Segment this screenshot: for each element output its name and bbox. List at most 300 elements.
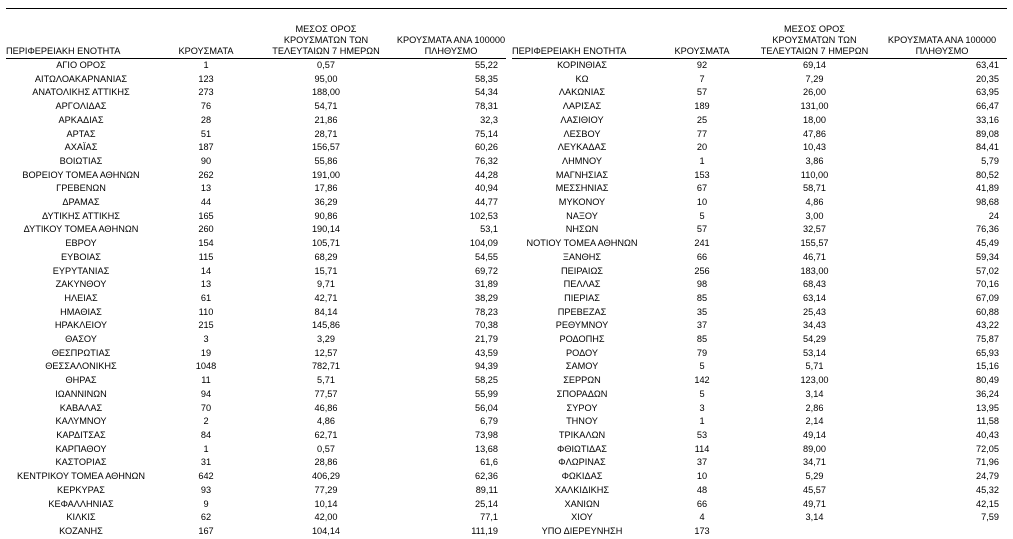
cell-per-100k: 55,99 [475, 388, 498, 399]
cell-cases: 61 [200, 292, 212, 303]
cell-per-100k: 31,89 [475, 279, 498, 290]
cell-per-100k: 80,52 [976, 169, 999, 180]
cell-avg-7days: 4,86 [805, 197, 824, 208]
cell-per-100k: 72,05 [976, 443, 999, 454]
cell-region: ΘΕΣΣΑΛΟΝΙΚΗΣ [45, 361, 117, 372]
cell-cases: 262 [198, 169, 214, 180]
table-row [6, 443, 506, 457]
cell-region: ΓΡΕΒΕΝΩΝ [56, 183, 106, 194]
cell-per-100k: 80,49 [976, 375, 999, 386]
table-row [6, 128, 506, 142]
cell-avg-7days: 63,14 [803, 292, 826, 303]
cell-region: ΔΥΤΙΚΗΣ ΑΤΤΙΚΗΣ [42, 210, 120, 221]
cell-cases: 642 [198, 471, 214, 482]
table-row [512, 415, 1007, 429]
cell-per-100k: 61,6 [480, 457, 498, 468]
cell-cases: 10 [696, 471, 708, 482]
cell-cases: 142 [694, 375, 710, 386]
cell-region: ΧΑΛΚΙΔΙΚΗΣ [554, 484, 610, 495]
cell-per-100k: 56,04 [475, 402, 498, 413]
cell-region: ΘΑΣΟΥ [65, 334, 97, 345]
cell-per-100k: 53,1 [480, 224, 498, 235]
cell-region: ΣΥΡΟΥ [566, 402, 598, 413]
cell-per-100k: 13,68 [475, 443, 498, 454]
cell-avg-7days: 105,71 [311, 238, 341, 249]
cell-per-100k: 98,68 [976, 197, 999, 208]
cell-per-100k: 43,22 [976, 320, 999, 331]
table-row [6, 484, 506, 498]
cell-cases: 189 [694, 101, 710, 112]
cell-cases: 19 [200, 347, 212, 358]
cell-region: ΑΓΙΟ ΟΡΟΣ [56, 60, 106, 70]
cell-per-100k: 76,36 [976, 224, 999, 235]
table-row [6, 306, 506, 320]
cell-region: ΙΩΑΝΝΙΝΩΝ [55, 388, 107, 399]
table-row [6, 429, 506, 443]
cell-per-100k: 33,16 [976, 114, 999, 125]
cell-per-100k: 60,88 [976, 306, 999, 317]
table-row [6, 360, 506, 374]
cell-cases: 9 [203, 498, 209, 509]
cell-avg-7days: 54,29 [803, 334, 826, 345]
cell-avg-7days: 12,57 [314, 347, 338, 358]
table-row [512, 498, 1007, 512]
cell-region: ΚΙΛΚΙΣ [66, 512, 96, 523]
cell-cases: 85 [696, 292, 708, 303]
cell-avg-7days: 3,14 [805, 388, 824, 399]
cell-cases: 37 [696, 457, 708, 468]
cell-region: ΞΑΝΘΗΣ [562, 251, 602, 262]
cell-cases: 37 [696, 320, 708, 331]
cell-region: ΣΑΜΟΥ [565, 361, 599, 372]
table-row [6, 525, 506, 539]
cell-cases: 5 [699, 388, 705, 399]
table-row [6, 415, 506, 429]
cell-cases: 173 [694, 525, 710, 536]
cell-region: ΚΟΡΙΝΘΙΑΣ [557, 60, 607, 70]
cell-avg-7days: 34,43 [803, 320, 826, 331]
cell-per-100k: 5,79 [981, 155, 999, 166]
cell-cases: 85 [696, 334, 708, 345]
table-row [512, 210, 1007, 224]
cell-region: ΜΑΓΝΗΣΙΑΣ [555, 169, 609, 180]
cell-per-100k: 71,96 [976, 457, 999, 468]
cell-per-100k: 11,58 [976, 416, 999, 427]
cell-avg-7days: 36,29 [314, 197, 338, 208]
cell-per-100k: 104,09 [469, 238, 498, 249]
cell-per-100k: 62,36 [475, 471, 498, 482]
col-header-rate [396, 16, 506, 59]
cell-per-100k: 73,98 [475, 429, 498, 440]
cell-region: ΕΒΡΟΥ [65, 238, 97, 249]
table-row [512, 511, 1007, 525]
cell-avg-7days: 25,43 [803, 306, 826, 317]
cell-region: ΦΛΩΡΙΝΑΣ [558, 457, 606, 468]
cell-avg-7days: 26,00 [803, 87, 826, 98]
cell-cases: 51 [200, 128, 212, 139]
cell-cases: 93 [200, 484, 212, 495]
left-table-body [6, 59, 506, 539]
cell-avg-7days: 156,57 [311, 142, 341, 153]
cell-cases: 20 [696, 142, 708, 153]
cell-cases: 79 [696, 347, 708, 358]
table-row [512, 155, 1007, 169]
cell-region: ΠΙΕΡΙΑΣ [564, 292, 600, 303]
table-row [512, 100, 1007, 114]
table-row [6, 333, 506, 347]
cell-per-100k: 75,14 [475, 128, 498, 139]
cell-cases: 70 [200, 402, 212, 413]
table-row [6, 155, 506, 169]
cell-region: ΚΑΛΥΜΝΟΥ [55, 416, 107, 427]
cell-cases: 115 [198, 251, 214, 262]
cell-region: ΖΑΚΥΝΘΟΥ [55, 279, 107, 290]
cell-avg-7days: 188,00 [311, 87, 341, 98]
cell-region: ΣΕΡΡΩΝ [563, 375, 601, 386]
cell-per-100k: 84,41 [976, 142, 999, 153]
cell-avg-7days: 10,43 [803, 142, 826, 153]
cell-avg-7days: 34,71 [803, 457, 826, 468]
table-row [6, 402, 506, 416]
cell-region: ΚΟΖΑΝΗΣ [59, 525, 103, 536]
table-row [6, 73, 506, 87]
cell-avg-7days: 0,57 [317, 60, 335, 70]
cell-avg-7days: 155,57 [800, 238, 829, 249]
table-row [512, 223, 1007, 237]
table-row [6, 59, 506, 73]
cell-region: ΕΥΡΥΤΑΝΙΑΣ [52, 265, 110, 276]
table-row [6, 388, 506, 402]
cell-cases: 77 [696, 128, 708, 139]
top-rule [6, 8, 1007, 9]
cell-cases: 153 [694, 169, 710, 180]
cell-region: ΚΩ [575, 73, 589, 84]
cell-region: ΘΕΣΠΡΩΤΙΑΣ [51, 347, 111, 358]
cell-per-100k: 44,77 [475, 197, 498, 208]
cell-cases: 1 [699, 416, 705, 427]
cases-table-left [6, 16, 506, 539]
cell-region: ΛΕΣΒΟΥ [563, 128, 601, 139]
cell-avg-7days: 47,86 [803, 128, 826, 139]
cell-per-100k: 60,26 [475, 142, 498, 153]
col-header-rate-line1: ΚΡΟΥΣΜΑΤΑ ΑΝΑ 100000 [887, 35, 997, 45]
table-row [512, 374, 1007, 388]
cell-cases: 76 [200, 101, 212, 112]
cell-per-100k: 36,24 [976, 388, 999, 399]
cell-per-100k: 25,14 [475, 498, 498, 509]
cell-avg-7days: 104,14 [311, 525, 341, 536]
table-row [6, 196, 506, 210]
cell-avg-7days: 32,57 [803, 224, 826, 235]
cell-region: ΑΡΚΑΔΙΑΣ [58, 114, 104, 125]
right-table-body [512, 59, 1007, 539]
cell-avg-7days: 53,14 [803, 347, 826, 358]
table-row [6, 210, 506, 224]
header-row [6, 16, 506, 59]
cell-cases: 3 [699, 402, 705, 413]
table-row [512, 443, 1007, 457]
cell-per-100k: 41,89 [976, 183, 999, 194]
col-header-avg [256, 16, 396, 59]
cell-avg-7days: 68,43 [803, 279, 826, 290]
cell-avg-7days: 58,71 [803, 183, 826, 194]
col-header-avg-line3: ΤΕΛΕΥΤΑΙΩΝ 7 ΗΜΕΡΩΝ [272, 46, 380, 56]
cell-avg-7days: 42,00 [314, 512, 338, 523]
col-header-rate-line2: ΠΛΗΘΥΣΜΟ [424, 46, 478, 56]
cell-per-100k: 40,94 [475, 183, 498, 194]
cell-per-100k: 77,1 [480, 512, 498, 523]
cell-region: ΔΥΤΙΚΟΥ ΤΟΜΕΑ ΑΘΗΝΩΝ [23, 224, 139, 235]
cell-region: ΗΡΑΚΛΕΙΟΥ [54, 320, 108, 331]
cell-avg-7days: 95,00 [314, 73, 338, 84]
cell-region: ΥΠΟ ΔΙΕΡΕΥΝΗΣΗ [541, 525, 623, 536]
cell-avg-7days: 190,14 [311, 224, 341, 235]
cell-cases: 94 [200, 388, 212, 399]
cell-per-100k: 75,87 [976, 334, 999, 345]
cell-avg-7days: 49,14 [803, 429, 826, 440]
header-row [512, 16, 1007, 59]
cell-region: ΚΑΒΑΛΑΣ [59, 402, 103, 413]
table-row [6, 182, 506, 196]
table-row [512, 429, 1007, 443]
cell-region: ΜΥΚΟΝΟΥ [558, 197, 606, 208]
cell-per-100k: 32,3 [480, 114, 498, 125]
cell-region: ΝΟΤΙΟΥ ΤΟΜΕΑ ΑΘΗΝΩΝ [526, 238, 638, 249]
table-row [6, 86, 506, 100]
cell-per-100k: 69,72 [475, 265, 498, 276]
col-header-rate [877, 16, 1007, 59]
cell-avg-7days: 17,86 [314, 183, 338, 194]
cell-per-100k: 20,35 [976, 73, 999, 84]
cell-cases: 10 [696, 197, 708, 208]
table-row [512, 169, 1007, 183]
col-header-avg-line1: ΜΕΣΟΣ ΟΡΟΣ [295, 24, 357, 34]
cell-region: ΗΛΕΙΑΣ [64, 292, 98, 303]
cell-cases: 92 [696, 60, 708, 70]
cell-avg-7days: 89,00 [803, 443, 826, 454]
col-header-avg [752, 16, 877, 59]
cell-region: ΤΡΙΚΑΛΩΝ [558, 429, 606, 440]
cell-avg-7days: 123,00 [800, 375, 829, 386]
cell-region: ΚΕΦΑΛΛΗΝΙΑΣ [48, 498, 114, 509]
cell-per-100k: 63,41 [976, 60, 999, 70]
cell-avg-7days: 5,29 [805, 471, 824, 482]
cell-per-100k: 70,16 [976, 279, 999, 290]
cell-region: ΚΑΣΤΟΡΙΑΣ [55, 457, 107, 468]
table-row [512, 347, 1007, 361]
cell-avg-7days: 183,00 [800, 265, 829, 276]
table-row [512, 278, 1007, 292]
cell-region: ΑΝΑΤΟΛΙΚΗΣ ΑΤΤΙΚΗΣ [32, 87, 130, 98]
cell-region: ΒΟΡΕΙΟΥ ΤΟΜΕΑ ΑΘΗΝΩΝ [22, 169, 140, 180]
table-row [512, 456, 1007, 470]
cell-per-100k: 55,22 [475, 60, 498, 70]
cell-region: ΚΑΡΔΙΤΣΑΣ [56, 429, 106, 440]
cell-avg-7days: 77,29 [314, 484, 338, 495]
cell-per-100k: 13,95 [976, 402, 999, 413]
table-row [512, 402, 1007, 416]
cell-region: ΛΕΥΚΑΔΑΣ [557, 142, 607, 153]
cell-cases: 154 [198, 238, 214, 249]
cell-cases: 53 [696, 429, 708, 440]
cell-per-100k: 43,59 [475, 347, 498, 358]
cell-avg-7days: 42,71 [314, 292, 338, 303]
cell-per-100k: 45,32 [976, 484, 999, 495]
cell-avg-7days: 49,71 [803, 498, 826, 509]
cell-cases: 11 [201, 375, 211, 386]
cell-per-100k: 67,09 [976, 292, 999, 303]
cell-avg-7days: 77,57 [314, 388, 338, 399]
cell-region: ΘΗΡΑΣ [65, 375, 97, 386]
cell-cases: 35 [696, 306, 708, 317]
cell-cases: 256 [694, 265, 710, 276]
cell-per-100k: 45,49 [976, 238, 999, 249]
cell-region: ΦΩΚΙΔΑΣ [561, 471, 603, 482]
cell-region: ΒΟΙΩΤΙΑΣ [59, 155, 103, 166]
cell-per-100k: 6,79 [480, 416, 498, 427]
cell-region: ΑΧΑΪΑΣ [64, 142, 98, 153]
col-header-cases-label: ΚΡΟΥΣΜΑΤΑ [178, 46, 234, 56]
cell-per-100k: 15,16 [976, 361, 999, 372]
table-row [6, 347, 506, 361]
cell-cases: 2 [203, 416, 209, 427]
col-header-avg-line3: ΤΕΛΕΥΤΑΙΩΝ 7 ΗΜΕΡΩΝ [760, 46, 869, 56]
cell-cases: 273 [198, 87, 214, 98]
cell-cases: 1 [203, 443, 209, 454]
table-row [6, 237, 506, 251]
cell-cases: 13 [200, 183, 212, 194]
cell-avg-7days: 7,29 [805, 73, 824, 84]
cell-avg-7days: 21,86 [314, 114, 338, 125]
cell-region: ΠΡΕΒΕΖΑΣ [557, 306, 607, 317]
table-row [512, 196, 1007, 210]
cell-cases: 28 [200, 114, 212, 125]
cell-cases: 62 [200, 512, 212, 523]
cell-region: ΑΙΤΩΛΟΑΚΑΡΝΑΝΙΑΣ [34, 73, 128, 84]
col-header-avg-line1: ΜΕΣΟΣ ΟΡΟΣ [784, 24, 845, 34]
cell-cases: 260 [198, 224, 214, 235]
table-row [512, 388, 1007, 402]
cell-cases: 7 [699, 73, 705, 84]
table-row [512, 182, 1007, 196]
table-row [512, 470, 1007, 484]
cell-avg-7days: 3,29 [317, 334, 335, 345]
cell-avg-7days: 45,57 [803, 484, 826, 495]
cell-cases: 1048 [195, 361, 217, 372]
cell-cases: 4 [699, 512, 705, 523]
cell-avg-7days: 5,71 [317, 375, 335, 386]
cell-avg-7days: 4,86 [317, 416, 335, 427]
cell-per-100k: 89,08 [976, 128, 999, 139]
cell-per-100k: 89,11 [475, 484, 498, 495]
cell-cases: 114 [694, 443, 710, 454]
col-header-cases-label: ΚΡΟΥΣΜΑΤΑ [674, 46, 730, 56]
table-row [6, 470, 506, 484]
table-row [512, 86, 1007, 100]
col-header-region [512, 16, 652, 59]
cell-cases: 3 [203, 334, 209, 345]
cell-avg-7days [752, 525, 877, 539]
cell-region: ΜΕΣΣΗΝΙΑΣ [555, 183, 609, 194]
cases-table-right [512, 16, 1007, 539]
cell-avg-7days: 9,71 [317, 279, 335, 290]
table-row [512, 265, 1007, 279]
cell-region: ΛΑΣΙΘΙΟΥ [560, 114, 604, 125]
table-row [512, 333, 1007, 347]
cell-avg-7days: 0,57 [317, 443, 335, 454]
cell-region: ΡΕΘΥΜΝΟΥ [555, 320, 609, 331]
cell-region: ΦΘΙΩΤΙΔΑΣ [556, 443, 607, 454]
cell-per-100k: 70,38 [475, 320, 498, 331]
right-table-container [512, 16, 1007, 539]
cell-region: ΤΗΝΟΥ [566, 416, 598, 427]
cell-region: ΠΕΙΡΑΙΩΣ [561, 265, 603, 276]
table-row [512, 484, 1007, 498]
table-row [512, 114, 1007, 128]
table-row [6, 456, 506, 470]
cell-per-100k: 54,55 [475, 251, 498, 262]
table-row [6, 292, 506, 306]
cell-per-100k: 78,31 [475, 101, 498, 112]
table-row [6, 169, 506, 183]
cell-region: ΡΟΔΟΠΗΣ [559, 334, 605, 345]
cell-region: ΛΑΡΙΣΑΣ [562, 101, 602, 112]
col-header-region-label: ΠΕΡΙΦΕΡΕΙΑΚΗ ΕΝΟΤΗΤΑ [6, 46, 121, 56]
cell-region: ΧΙΟΥ [571, 512, 593, 523]
table-row [512, 292, 1007, 306]
table-row [512, 128, 1007, 142]
cell-avg-7days: 28,86 [314, 457, 338, 468]
table-row [512, 360, 1007, 374]
table-row [6, 374, 506, 388]
cell-avg-7days: 18,00 [803, 114, 826, 125]
cell-cases: 215 [198, 320, 214, 331]
table-row [6, 141, 506, 155]
cell-region: ΚΕΝΤΡΙΚΟΥ ΤΟΜΕΑ ΑΘΗΝΩΝ [16, 471, 146, 482]
cell-avg-7days: 46,86 [314, 402, 338, 413]
cell-per-100k: 24,79 [976, 471, 999, 482]
cell-cases: 31 [200, 457, 212, 468]
cell-per-100k: 24 [988, 210, 999, 221]
cell-cases: 14 [200, 265, 212, 276]
cell-per-100k: 66,47 [976, 101, 999, 112]
table-row [6, 265, 506, 279]
cell-per-100k: 21,79 [475, 334, 498, 345]
cell-region: ΔΡΑΜΑΣ [62, 197, 100, 208]
cell-region: ΝΑΞΟΥ [566, 210, 598, 221]
col-header-cases [156, 16, 256, 59]
table-row [6, 498, 506, 512]
cell-avg-7days: 2,86 [805, 402, 824, 413]
cell-per-100k [877, 525, 1007, 539]
cell-cases: 5 [699, 210, 705, 221]
col-header-avg-line2: ΚΡΟΥΣΜΑΤΩΝ ΤΩΝ [772, 35, 857, 45]
cell-region: ΕΥΒΟΙΑΣ [61, 251, 101, 262]
cell-cases: 84 [200, 429, 212, 440]
table-row [6, 223, 506, 237]
table-row [6, 511, 506, 525]
cell-region: ΚΕΡΚΥΡΑΣ [57, 484, 105, 495]
cell-region: ΑΡΤΑΣ [66, 128, 96, 139]
cell-per-100k: 38,29 [475, 292, 498, 303]
cell-avg-7days: 2,14 [805, 416, 824, 427]
cell-cases: 25 [696, 114, 708, 125]
cell-avg-7days: 191,00 [311, 169, 341, 180]
cell-region: ΣΠΟΡΑΔΩΝ [556, 388, 608, 399]
cell-avg-7days: 110,00 [800, 169, 829, 180]
cell-avg-7days: 15,71 [314, 265, 338, 276]
cell-region: ΗΜΑΘΙΑΣ [60, 306, 102, 317]
